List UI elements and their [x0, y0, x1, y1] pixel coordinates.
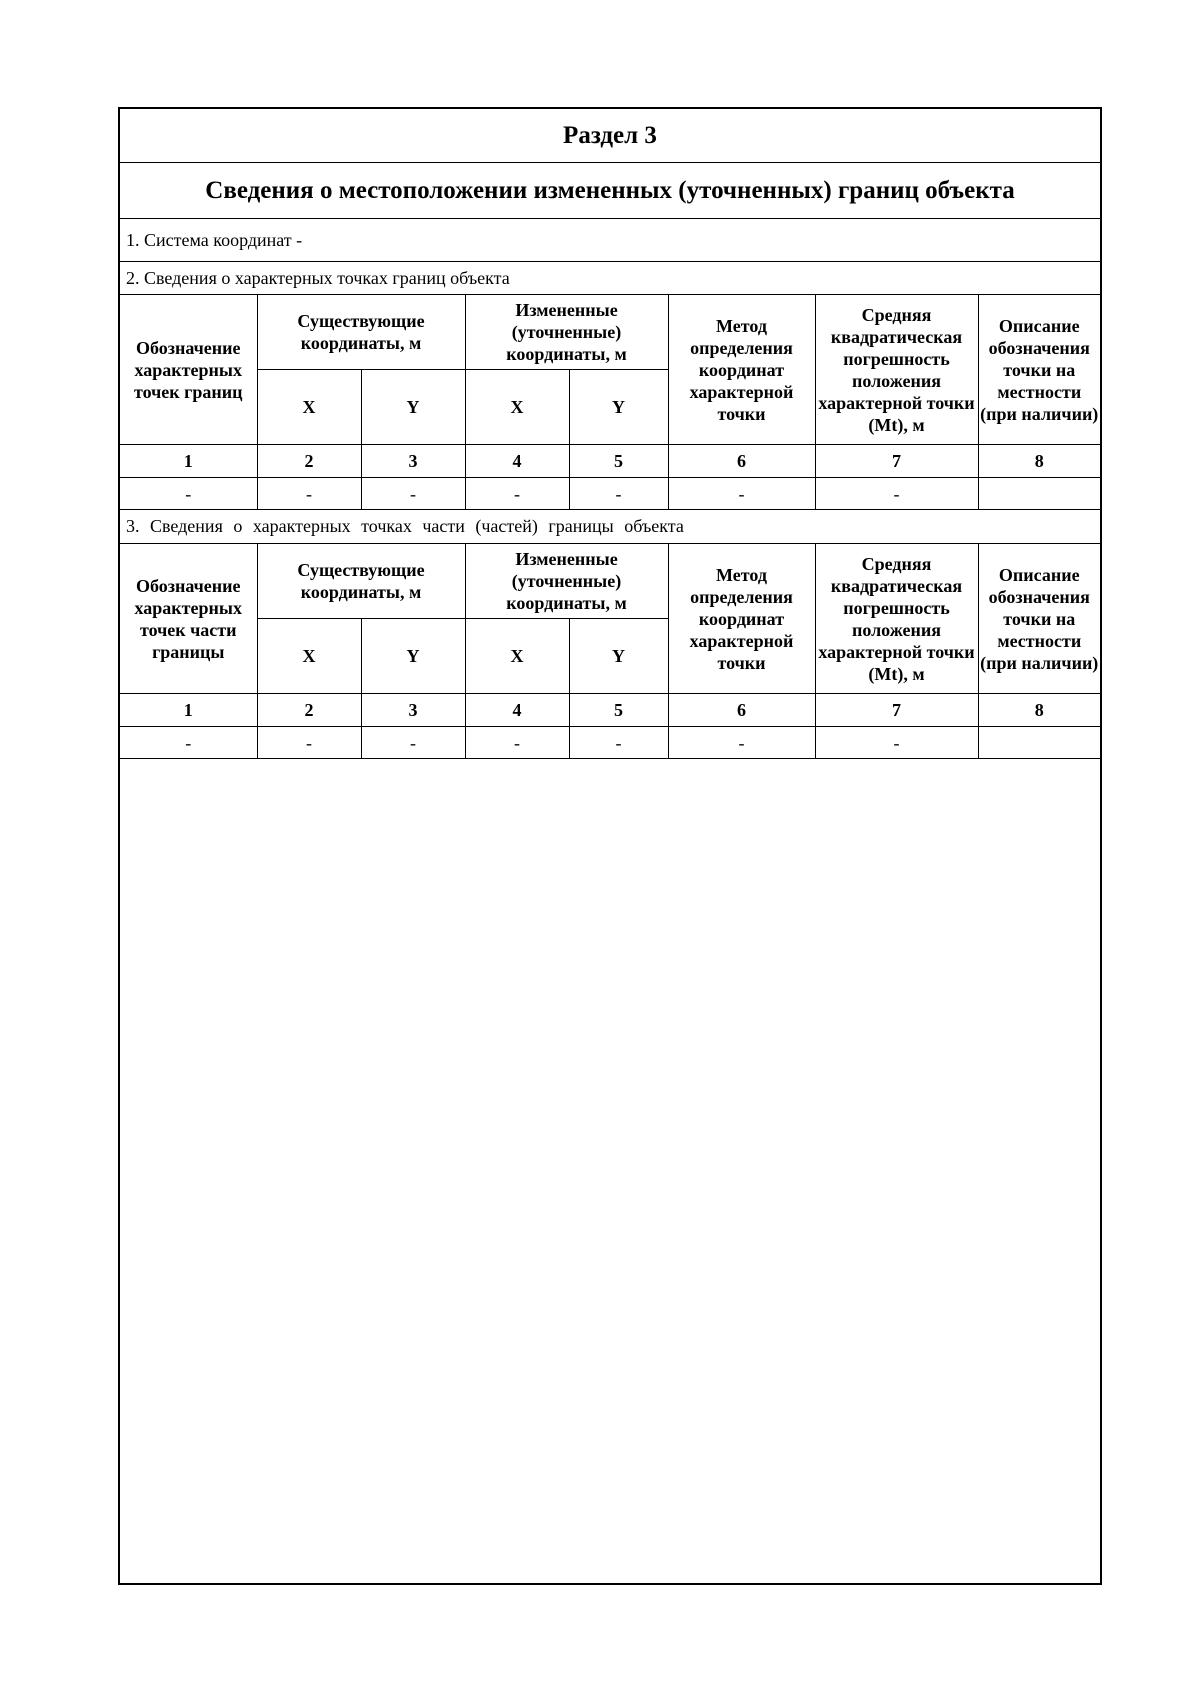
header-designation: Обозначение характерных точек границ: [120, 295, 257, 445]
section-title: Раздел 3: [120, 109, 1100, 163]
column-number-row: [120, 445, 1100, 478]
header-existing-x: X: [257, 370, 361, 445]
table-cell: -: [465, 727, 569, 759]
table-cell: -: [569, 727, 668, 759]
column-number: 3: [361, 694, 465, 727]
form-frame: [118, 107, 1102, 1585]
column-number: 2: [257, 445, 361, 478]
header-existing-x: X: [257, 619, 361, 694]
header-description: Описание обозначения точки на местности (при наличии): [978, 544, 1100, 694]
table-cell: -: [120, 478, 257, 510]
column-number: 8: [978, 445, 1100, 478]
table-cell: -: [815, 478, 978, 510]
table-cell: -: [361, 727, 465, 759]
header-method: Метод определения координат характерной точки: [668, 544, 815, 694]
table-cell: [978, 478, 1100, 510]
header-existing-coordinates: Существующие координаты, м: [257, 544, 465, 619]
header-description: Описание обозначения точки на местности (при наличии): [978, 295, 1100, 445]
header-error: Средняя квадратическая погрешность положения характерной точки (Mt), м: [815, 295, 978, 445]
header-changed-coordinates: Измененные (уточненные) координаты, м: [465, 544, 668, 619]
header-changed-y: Y: [569, 619, 668, 694]
header-changed-x: X: [465, 370, 569, 445]
table-cell: -: [815, 727, 978, 759]
header-method: Метод определения координат характерной точки: [668, 295, 815, 445]
table-cell: -: [257, 478, 361, 510]
column-number: 3: [361, 445, 465, 478]
column-number: 6: [668, 445, 815, 478]
column-number: 5: [569, 445, 668, 478]
header-changed-y: Y: [569, 370, 668, 445]
parts-table: [120, 544, 1100, 759]
column-number: 5: [569, 694, 668, 727]
column-number: 1: [120, 694, 257, 727]
table-cell: -: [569, 478, 668, 510]
header-changed-x: X: [465, 619, 569, 694]
column-number: 1: [120, 445, 257, 478]
table-row: [120, 478, 1100, 510]
header-existing-y: Y: [361, 619, 465, 694]
points-table-heading: 2. Сведения о характерных точках границ объекта: [120, 262, 1100, 295]
header-designation: Обозначение характерных точек части границы: [120, 544, 257, 694]
points-table: [120, 295, 1100, 510]
column-number: 4: [465, 694, 569, 727]
table-row: [120, 727, 1100, 759]
column-number: 4: [465, 445, 569, 478]
table-cell: -: [361, 478, 465, 510]
table-cell: -: [668, 727, 815, 759]
column-number-row: [120, 694, 1100, 727]
column-number: 7: [815, 445, 978, 478]
table-cell: -: [668, 478, 815, 510]
table-cell: -: [120, 727, 257, 759]
column-number: 6: [668, 694, 815, 727]
table-cell: -: [465, 478, 569, 510]
header-error: Средняя квадратическая погрешность положения характерной точки (Mt), м: [815, 544, 978, 694]
column-number: 7: [815, 694, 978, 727]
column-number: 2: [257, 694, 361, 727]
header-existing-coordinates: Существующие координаты, м: [257, 295, 465, 370]
table-cell: -: [257, 727, 361, 759]
parts-table-heading: 3. Сведения о характерных точках части (частей) границы объекта: [120, 510, 1100, 544]
column-number: 8: [978, 694, 1100, 727]
coordinate-system-line: 1. Система координат -: [120, 219, 1100, 262]
section-subtitle: Сведения о местоположении измененных (уточненных) границ объекта: [120, 163, 1100, 219]
header-changed-coordinates: Измененные (уточненные) координаты, м: [465, 295, 668, 370]
table-cell: [978, 727, 1100, 759]
header-existing-y: Y: [361, 370, 465, 445]
